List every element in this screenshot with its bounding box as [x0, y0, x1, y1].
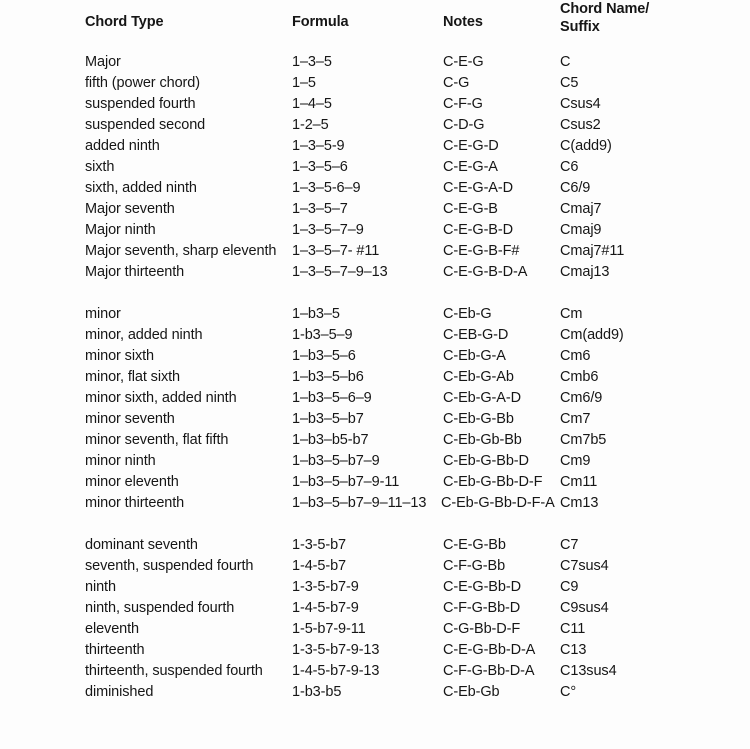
cell-chord-type: eleventh [85, 621, 140, 637]
table-row [0, 577, 750, 598]
cell-chord-name: Cmaj7 [560, 201, 602, 217]
chord-section [0, 304, 750, 514]
table-row [0, 94, 750, 115]
cell-chord-name: C° [560, 684, 577, 700]
table-row [0, 52, 750, 73]
cell-notes: C-Eb-G-Bb-D-F-A [441, 495, 555, 511]
cell-chord-type: minor thirteenth [85, 495, 185, 511]
cell-chord-name: C13sus4 [560, 663, 617, 679]
cell-chord-name: Cm [560, 306, 583, 322]
cell-formula: 1–b3–b5-b7 [292, 432, 369, 448]
cell-chord-type: added ninth [85, 138, 160, 154]
cell-chord-type: minor eleventh [85, 474, 179, 490]
cell-chord-name: Cm7b5 [560, 432, 607, 448]
table-row [0, 451, 750, 472]
cell-formula: 1–b3–5–b7–9–11–13 [292, 495, 427, 511]
cell-notes: C-E-G-B-F# [443, 243, 520, 259]
cell-notes: C-G-Bb-D-F [443, 621, 521, 637]
cell-formula: 1-3-5-b7 [292, 537, 347, 553]
cell-chord-type: diminished [85, 684, 154, 700]
cell-chord-name: Cmaj7#11 [560, 243, 625, 259]
cell-formula: 1-3-5-b7-9-13 [292, 642, 380, 658]
cell-formula: 1–3–5-6–9 [292, 180, 361, 196]
cell-formula: 1-5-b7-9-11 [292, 621, 366, 637]
cell-notes: C-G [443, 75, 470, 91]
table-row [0, 493, 750, 514]
table-row [0, 220, 750, 241]
cell-formula: 1–4–5 [292, 96, 332, 112]
cell-chord-name: C [560, 54, 571, 70]
cell-chord-type: Major seventh [85, 201, 175, 217]
cell-chord-type: thirteenth, suspended fourth [85, 663, 263, 679]
table-row [0, 430, 750, 451]
cell-chord-name: Csus4 [560, 96, 601, 112]
cell-chord-type: minor [85, 306, 121, 322]
cell-notes: C-E-G-Bb-D-A [443, 642, 536, 658]
cell-chord-name: C7 [560, 537, 579, 553]
cell-chord-type: minor, flat sixth [85, 369, 180, 385]
cell-formula: 1–3–5 [292, 54, 332, 70]
cell-notes: C-Eb-G-Ab [443, 369, 514, 385]
cell-chord-name: C(add9) [560, 138, 612, 154]
table-row [0, 556, 750, 577]
cell-formula: 1–b3–5–b7 [292, 411, 364, 427]
cell-chord-type: ninth [85, 579, 116, 595]
cell-chord-type: seventh, suspended fourth [85, 558, 254, 574]
table-body [0, 52, 750, 703]
cell-chord-name: Cm(add9) [560, 327, 624, 343]
cell-formula: 1–b3–5–b7–9 [292, 453, 380, 469]
table-row [0, 73, 750, 94]
cell-notes: C-E-G-B-D-A [443, 264, 528, 280]
table-row [0, 304, 750, 325]
cell-chord-name: Cm6/9 [560, 390, 603, 406]
cell-notes: C-E-G-B-D [443, 222, 513, 238]
cell-chord-type: minor sixth [85, 348, 154, 364]
cell-chord-name: C13 [560, 642, 587, 658]
cell-chord-type: Major thirteenth [85, 264, 185, 280]
cell-chord-name: C7sus4 [560, 558, 609, 574]
chord-section [0, 52, 750, 283]
table-row [0, 682, 750, 703]
table-row [0, 157, 750, 178]
table-row [0, 262, 750, 283]
cell-formula: 1–3–5–7–9 [292, 222, 364, 238]
column-header-notes: Notes [443, 14, 483, 30]
cell-chord-name: Cm11 [560, 474, 598, 490]
cell-notes: C-E-G-A-D [443, 180, 513, 196]
table-row [0, 640, 750, 661]
cell-formula: 1–5 [292, 75, 316, 91]
cell-notes: C-E-G [443, 54, 484, 70]
column-header-formula: Formula [292, 14, 349, 30]
cell-chord-type: Major ninth [85, 222, 156, 238]
table-row [0, 241, 750, 262]
cell-chord-type: Major seventh, sharp eleventh [85, 243, 277, 259]
cell-chord-name: C6 [560, 159, 579, 175]
cell-notes: C-Eb-G-A [443, 348, 506, 364]
cell-chord-name: C6/9 [560, 180, 591, 196]
cell-formula: 1-4-5-b7-9 [292, 600, 359, 616]
cell-notes: C-F-G-Bb-D-A [443, 663, 535, 679]
cell-chord-type: thirteenth [85, 642, 145, 658]
cell-notes: C-E-G-B [443, 201, 498, 217]
cell-chord-name: C9sus4 [560, 600, 609, 616]
cell-formula: 1-b3-b5 [292, 684, 342, 700]
cell-notes: C-F-G [443, 96, 483, 112]
table-row [0, 115, 750, 136]
cell-formula: 1–b3–5 [292, 306, 340, 322]
cell-chord-type: sixth, added ninth [85, 180, 197, 196]
chord-section [0, 535, 750, 703]
table-row [0, 367, 750, 388]
cell-formula: 1-b3–5–9 [292, 327, 353, 343]
cell-chord-name: Cm13 [560, 495, 599, 511]
cell-notes: C-Eb-Gb [443, 684, 500, 700]
table-row [0, 199, 750, 220]
column-header-chord-name-suffix [560, 0, 649, 36]
cell-formula: 1-4-5-b7 [292, 558, 347, 574]
cell-chord-type: minor sixth, added ninth [85, 390, 237, 406]
cell-formula: 1–3–5–7–9–13 [292, 264, 388, 280]
cell-notes: C-E-G-A [443, 159, 498, 175]
cell-chord-type: ninth, suspended fourth [85, 600, 235, 616]
table-header-row [0, 0, 750, 44]
table-row [0, 325, 750, 346]
cell-notes: C-E-G-Bb [443, 537, 506, 553]
table-row [0, 619, 750, 640]
cell-notes: C-Eb-G-Bb-D-F [443, 474, 543, 490]
cell-notes: C-E-G-Bb-D [443, 579, 521, 595]
cell-formula: 1–b3–5–b7–9-11 [292, 474, 400, 490]
cell-chord-name: Csus2 [560, 117, 601, 133]
cell-chord-type: suspended fourth [85, 96, 196, 112]
table-row [0, 409, 750, 430]
table-row [0, 136, 750, 157]
table-row [0, 598, 750, 619]
cell-chord-name: C9 [560, 579, 579, 595]
cell-formula: 1-2–5 [292, 117, 329, 133]
cell-notes: C-E-G-D [443, 138, 499, 154]
cell-notes: C-Eb-G-Bb-D [443, 453, 529, 469]
cell-formula: 1–b3–5–6–9 [292, 390, 372, 406]
table-row [0, 346, 750, 367]
cell-formula: 1-3-5-b7-9 [292, 579, 359, 595]
cell-formula: 1–b3–5–b6 [292, 369, 364, 385]
cell-notes: C-D-G [443, 117, 485, 133]
cell-formula: 1-4-5-b7-9-13 [292, 663, 380, 679]
cell-chord-type: minor ninth [85, 453, 156, 469]
cell-notes: C-Eb-Gb-Bb [443, 432, 522, 448]
cell-chord-name: Cmaj13 [560, 264, 610, 280]
cell-chord-type: minor seventh [85, 411, 175, 427]
cell-notes: C-Eb-G-A-D [443, 390, 521, 406]
table-row [0, 388, 750, 409]
cell-notes: C-Eb-G [443, 306, 492, 322]
table-row [0, 661, 750, 682]
cell-chord-name: Cm7 [560, 411, 591, 427]
cell-chord-name: Cm6 [560, 348, 591, 364]
cell-notes: C-Eb-G-Bb [443, 411, 514, 427]
cell-chord-type: suspended second [85, 117, 206, 133]
table-row [0, 472, 750, 493]
column-header-chord-type: Chord Type [85, 14, 164, 30]
cell-chord-type: fifth (power chord) [85, 75, 200, 91]
column-header-chord-name-line1: Chord Name/ [560, 1, 650, 17]
column-header-chord-name-line2: Suffix [560, 19, 600, 35]
cell-chord-name: C5 [560, 75, 579, 91]
cell-notes: C-EB-G-D [443, 327, 509, 343]
cell-formula: 1–3–5–7 [292, 201, 348, 217]
cell-chord-type: Major [85, 54, 121, 70]
cell-chord-type: sixth [85, 159, 115, 175]
cell-chord-name: Cmb6 [560, 369, 599, 385]
cell-chord-name: Cmaj9 [560, 222, 602, 238]
cell-chord-type: dominant seventh [85, 537, 198, 553]
table-row [0, 178, 750, 199]
table-row [0, 535, 750, 556]
cell-chord-name: Cm9 [560, 453, 591, 469]
cell-chord-name: C11 [560, 621, 586, 637]
cell-notes: C-F-G-Bb-D [443, 600, 521, 616]
cell-chord-type: minor, added ninth [85, 327, 203, 343]
cell-formula: 1–3–5-9 [292, 138, 345, 154]
cell-formula: 1–b3–5–6 [292, 348, 356, 364]
cell-notes: C-F-G-Bb [443, 558, 506, 574]
cell-formula: 1–3–5–7- #11 [292, 243, 380, 259]
cell-formula: 1–3–5–6 [292, 159, 348, 175]
cell-chord-type: minor seventh, flat fifth [85, 432, 229, 448]
